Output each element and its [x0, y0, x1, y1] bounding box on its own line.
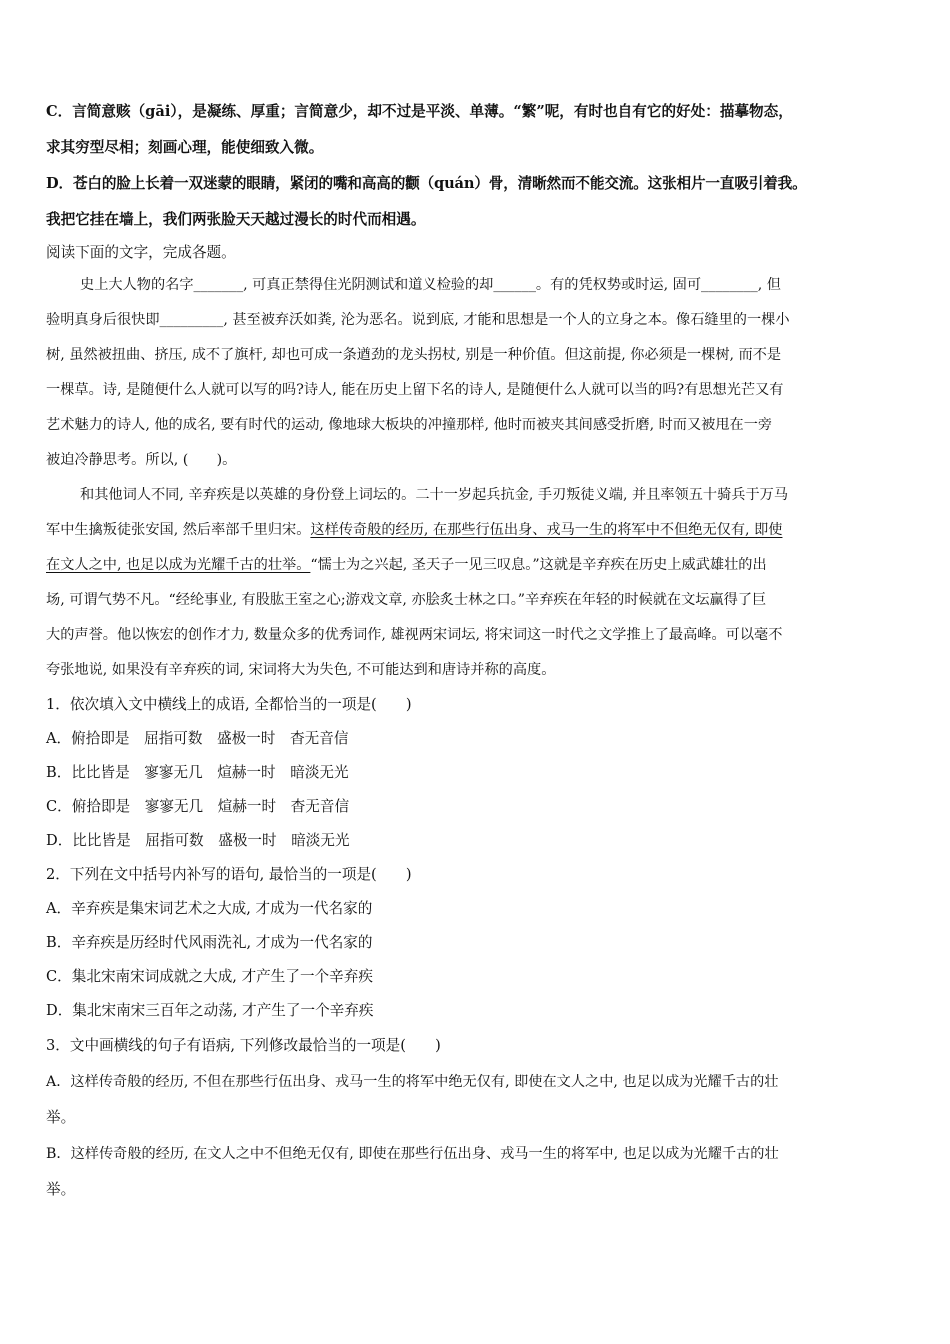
question-1-option-c: C．俯拾即是 寥寥无几 煊赫一时 杳无音信	[46, 798, 350, 815]
option-c-line-2: 求其穷型尽相；刻画心理，能使细致入微。	[46, 139, 324, 156]
passage-2-line-4: 场, 可谓气势不凡。“经纶事业, 有股肱王室之心;游戏文章, 亦脍炙士林之口。”辛弃疾在年轻的时候就在文坛赢得了巨	[46, 592, 767, 608]
passage-2-line-3-plain: “懦士为之兴起, 圣天子一见三叹息。”这就是辛弃疾在历史上威武雄壮的出	[310, 557, 767, 573]
question-1-stem: 1．依次填入文中横线上的成语, 全都恰当的一项是( )	[46, 696, 412, 713]
question-1-option-b: B．比比皆是 寥寥无几 煊赫一时 暗淡无光	[46, 764, 349, 781]
passage-1-line-2: 验明真身后很快即_________, 甚至被弃沃如粪, 沦为恶名。说到底, 才能和思想是一个人的立身之本。像石缝里的一棵小	[46, 312, 790, 328]
passage-2-line-3	[46, 548, 906, 583]
reading-instruction: 阅读下面的文字，完成各题。	[46, 244, 236, 261]
passage-2	[46, 478, 906, 688]
question-2	[46, 858, 906, 1028]
option-d-line-2: 我把它挂在墙上，我们两张脸天天越过漫长的时代而相遇。	[46, 211, 426, 228]
underlined-sentence-part-1: 这样传奇般的经历, 在那些行伍出身、戎马一生的将军中不但绝无仅有, 即使	[310, 522, 783, 538]
question-3	[46, 1028, 906, 1208]
passage-1	[46, 268, 906, 478]
question-3-option-b-line-1: B．这样传奇般的经历, 在文人之中不但绝无仅有, 即使在那些行伍出身、戎马一生的将军中, 也足以成为光耀千古的壮	[46, 1146, 779, 1162]
question-3-option-b-line-2: 举。	[46, 1181, 76, 1198]
passage-1-line-5: 艺术魅力的诗人, 他的成名, 要有时代的运动, 像地球大板块的冲撞那样, 他时而被夹其间感受折磨, 时而又被甩在一旁	[46, 417, 773, 433]
question-3-stem: 3．文中画横线的句子有语病, 下列修改最恰当的一项是( )	[46, 1037, 441, 1054]
passage-2-line-2-plain: 军中生擒叛徒张安国, 然后率部千里归宋。	[46, 522, 311, 538]
passage-2-line-5: 大的声誉。他以恢宏的创作才力, 数量众多的优秀词作, 雄视两宋词坛, 将宋词这一时代之文学推上了最高峰。可以毫不	[46, 627, 783, 643]
passage-1-line-1: 史上大人物的名字_______, 可真正禁得住光阴测试和道义检验的却______。有的凭权势或时运, 固可________, 但	[80, 277, 781, 293]
question-2-stem: 2．下列在文中括号内补写的语句, 最恰当的一项是( )	[46, 866, 412, 883]
question-3-option-a-line-1: A．这样传奇般的经历, 不但在那些行伍出身、戎马一生的将军中绝无仅有, 即使在文人之中, 也足以成为光耀千古的壮	[46, 1074, 779, 1090]
question-3-option-a-line-2: 举。	[46, 1109, 76, 1126]
question-2-option-b: B．辛弃疾是历经时代风雨洗礼, 才成为一代名家的	[46, 934, 373, 951]
question-1-option-d: D．比比皆是 屈指可数 盛极一时 暗淡无光	[46, 832, 350, 849]
passage-2-line-6: 夸张地说, 如果没有辛弃疾的词, 宋词将大为失色, 不可能达到和唐诗并称的高度。	[46, 662, 556, 678]
option-d-line-1: D．苍白的脸上长着一双迷蒙的眼睛，紧闭的嘴和高高的颧（quán）骨，清晰然而不能交流。这张相片一直吸引着我。	[46, 175, 807, 192]
passage-2-line-2	[46, 513, 906, 548]
question-2-option-c: C．集北宋南宋词成就之大成, 才产生了一个辛弃疾	[46, 968, 373, 985]
passage-1-line-4: 一棵草。诗, 是随便什么人就可以写的吗?诗人, 能在历史上留下名的诗人, 是随便什么人就可以当的吗?有思想光芒又有	[46, 382, 784, 398]
passage-2-line-1: 和其他词人不同, 辛弃疾是以英雄的身份登上词坛的。二十一岁起兵抗金, 手刃叛徒义端, 并且率领五十骑兵于万马	[80, 487, 789, 503]
previous-question-options	[46, 94, 906, 238]
underlined-sentence-part-2: 在文人之中, 也足以成为光耀千古的壮举。	[46, 557, 311, 573]
option-c-line-1: C．言简意赅（gāi），是凝练、厚重；言简意少，却不过是平淡、单薄。“繁”呢，有时也自有它的好处：描摹物态，	[46, 103, 793, 120]
document-page	[46, 94, 906, 1208]
passage-1-line-6: 被迫冷静思考。所以, ( )。	[46, 452, 237, 468]
question-2-option-a: A．辛弃疾是集宋词艺术之大成, 才成为一代名家的	[46, 900, 373, 917]
passage-1-line-3: 树, 虽然被扭曲、挤压, 成不了旗杆, 却也可成一条遒劲的龙头拐杖, 别是一种价值。但这前提, 你必须是一棵树, 而不是	[46, 347, 782, 363]
question-1-option-a: A．俯拾即是 屈指可数 盛极一时 杳无音信	[46, 730, 349, 747]
question-2-option-d: D．集北宋南宋三百年之动荡, 才产生了一个辛弃疾	[46, 1002, 374, 1019]
question-1	[46, 688, 906, 858]
